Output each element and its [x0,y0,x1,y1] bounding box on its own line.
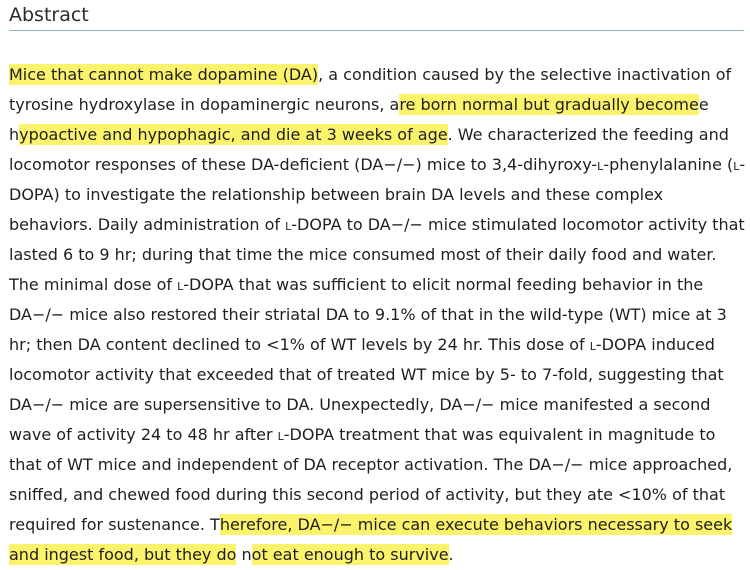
text-segment: , a condition caused by the selective inactivation of tyrosine hydroxylase in dopaminergic neurons, [9,65,732,114]
highlight-3: ypoactive and hypophagic, and die at 3 weeks of age [19,125,448,144]
text-segment: -DOPA) to investigate the relationship between brain DA levels and these complex behaviors. Daily administration of [9,155,746,234]
small-caps-l: l [277,425,284,444]
highlight-5: ot eat enough to survive [251,545,449,564]
text-segment: e h [9,95,709,144]
text-segment: -DOPA induced locomotor activity that exceeded that of treated WT mice by 5- to 7-fold, suggesting that DA−/− mice are supersensitive to DA. Unexpectedly, DA−/− mice manifested a second wave of activity 24 to 48 hr after [9,335,724,444]
text-segment: -DOPA that was sufficient to elicit normal feeding behavior in the DA−/− mice also restored their striatal DA to 9.1% of that in the wild-type (WT) mice at 3 hr; then DA content declined to <1% of WT levels by 24 hr. This dose of [9,275,727,354]
small-caps-l: l [597,155,604,174]
title-divider [9,30,744,31]
section-title: Abstract [9,4,89,26]
abstract-text [9,60,747,570]
text-segment: -phenylalanine ( [603,155,734,174]
highlight-2: re born normal but gradually become [399,95,699,114]
highlight-4: herefore, DA−/− mice can execute behaviors necessary to seek and ingest food, but they do [9,515,733,564]
small-caps-l: l [733,155,740,174]
highlight-1: Mice that cannot make dopamine (DA) [9,65,319,84]
text-segment: . [448,545,454,564]
text-segment: -DOPA treatment that was equivalent in magnitude to that of WT mice and independent of DA receptor activation. The DA−/− mice approached, sniffed, and chewed food during this second period of activity, but they ate <10% of that required for sustenance. T [9,425,733,534]
small-caps-l: l [177,275,184,294]
small-caps-l: l [285,215,292,234]
small-caps-l: l [589,335,596,354]
text-segment: -DOPA to DA−/− mice stimulated locomotor activity that lasted 6 to 9 hr; during that time the mice consumed most of their daily food and water. The minimal dose of [9,215,745,294]
text-segment: a [389,95,400,114]
text-segment: . We characterized the feeding and locomotor responses of these DA-deficient (DA−/−) mice to 3,4-dihyroxy- [9,125,729,174]
text-segment: n [236,545,252,564]
